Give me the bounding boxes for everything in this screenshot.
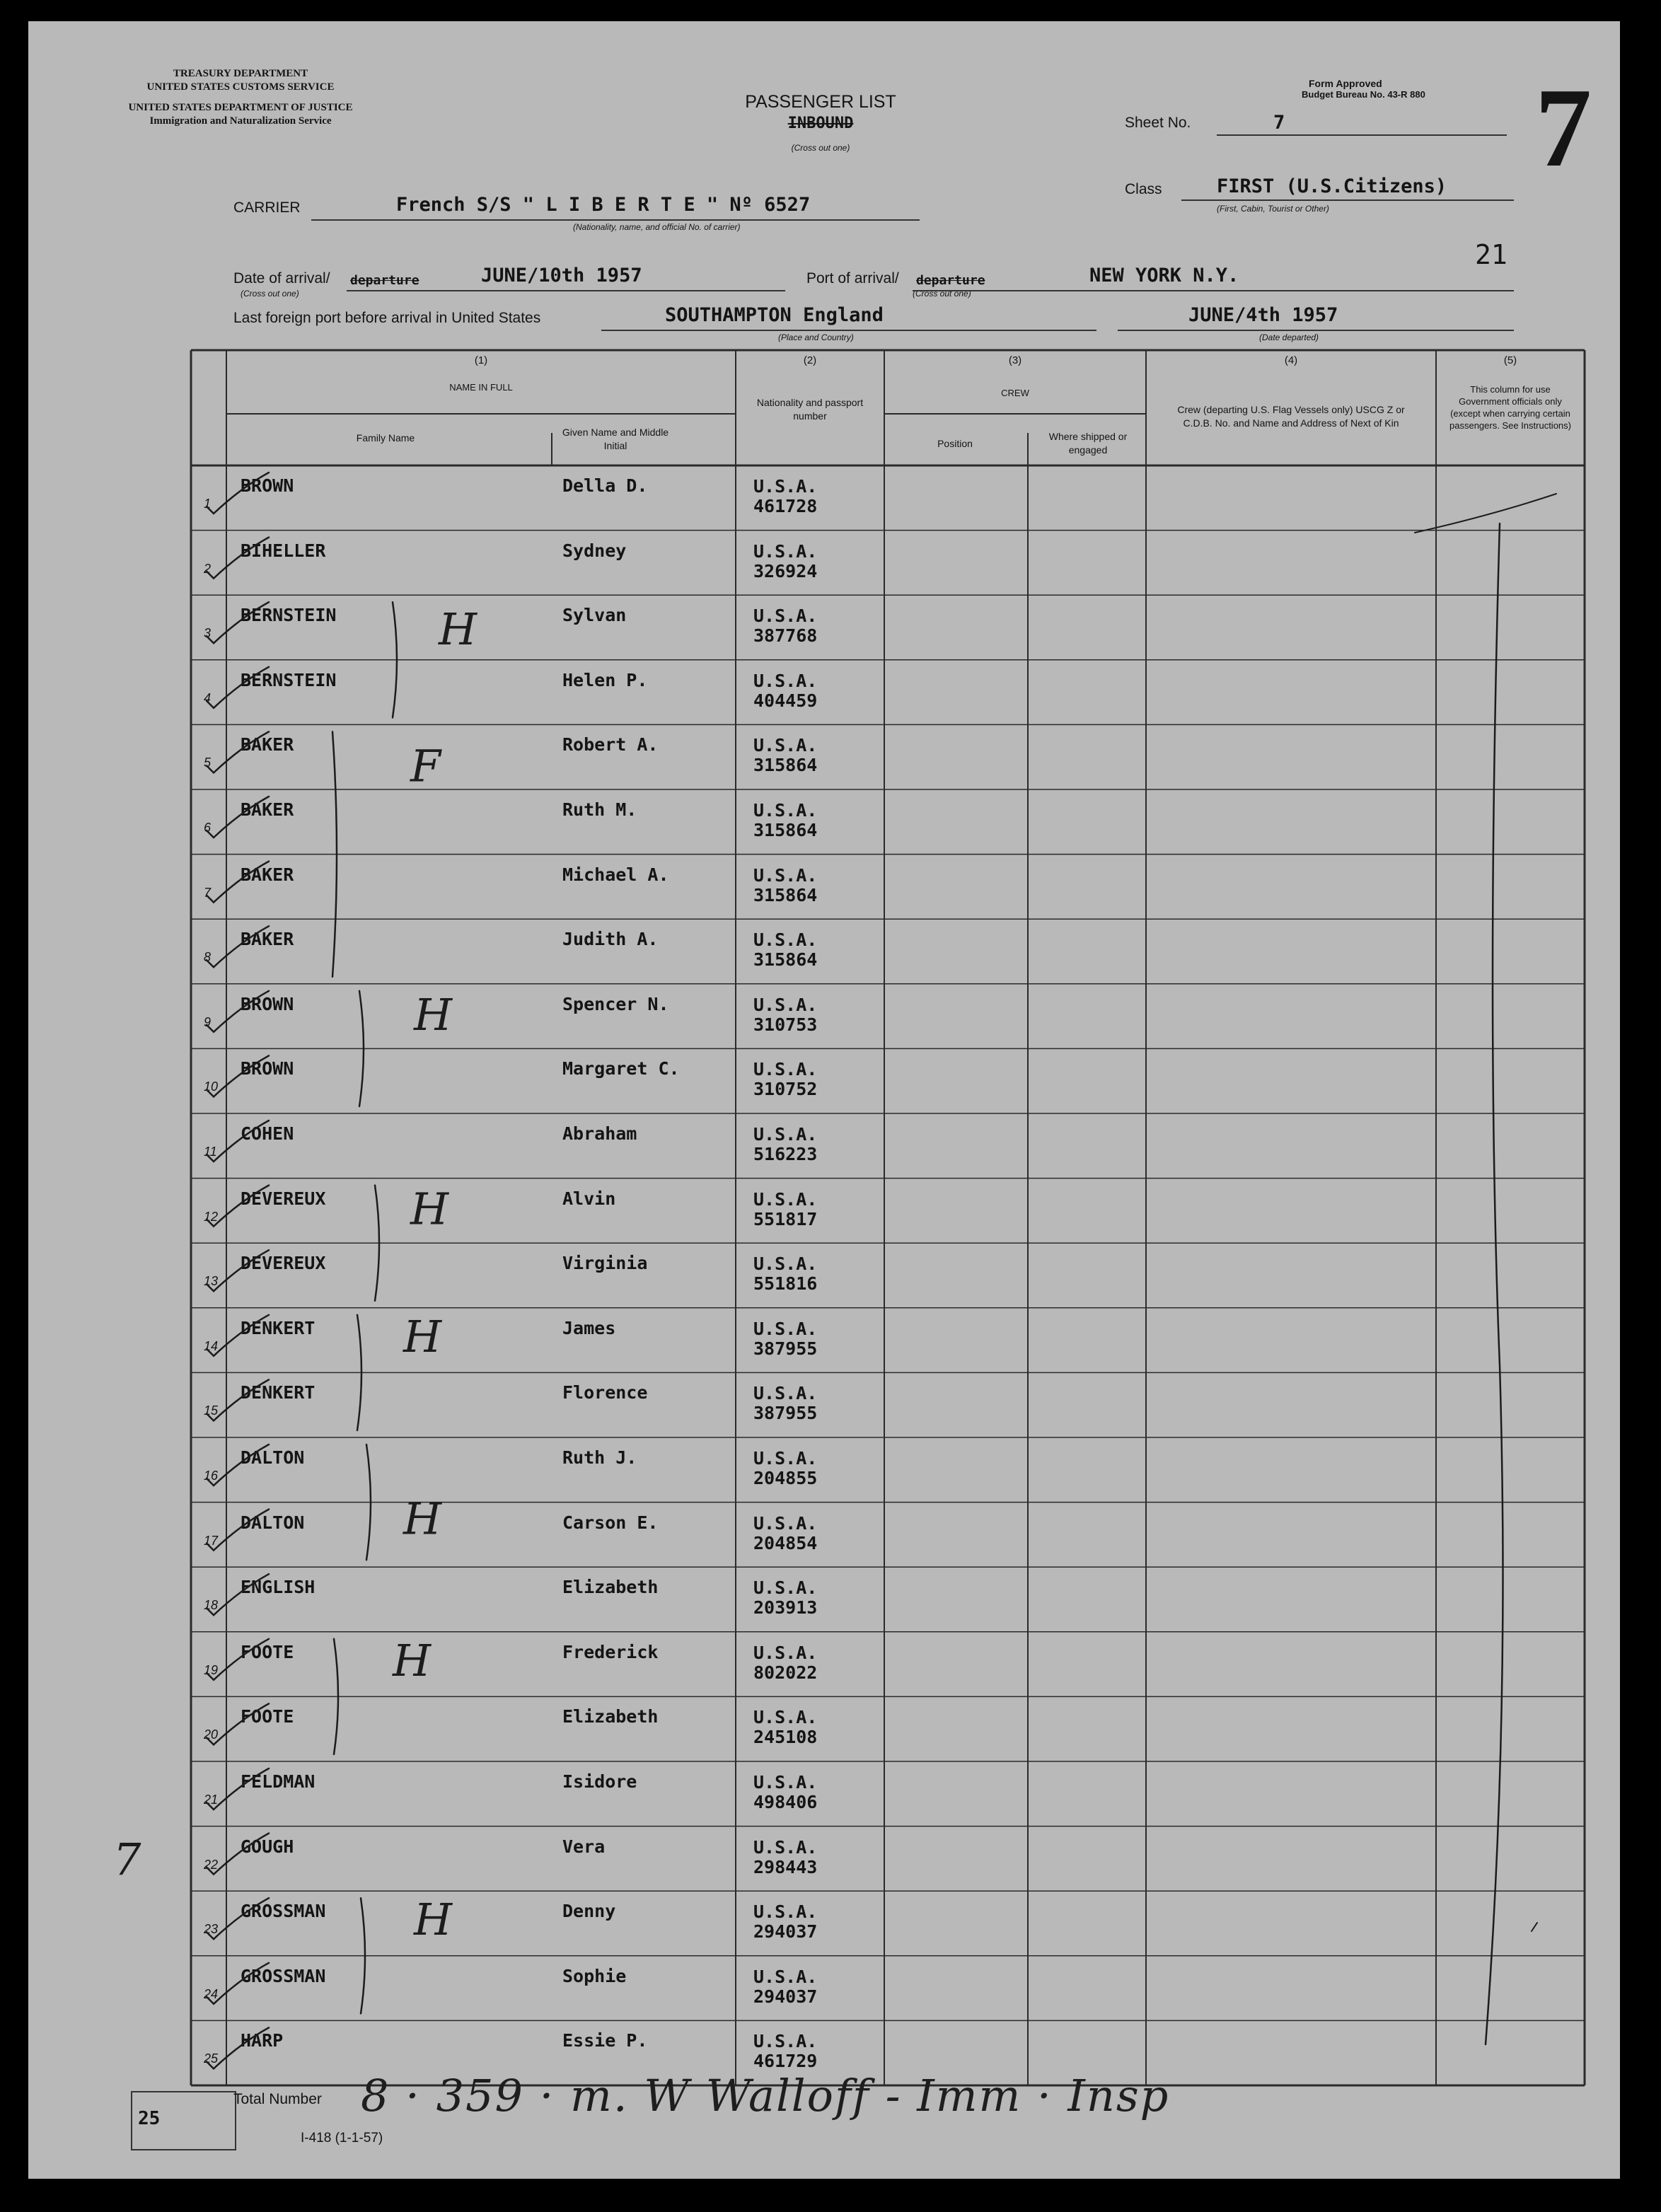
carrier-value: French S/S " L I B E R T E " Nº 6527	[396, 194, 811, 216]
given-name-cell: Carson E.	[562, 1512, 659, 1533]
date-departed-note: (Date departed)	[1259, 332, 1319, 342]
family-group-mark: H	[403, 1493, 442, 1545]
family-group-mark: H	[393, 1634, 432, 1686]
given-name-cell: Alvin	[562, 1188, 616, 1209]
nationality-value: U.S.A.	[753, 1448, 818, 1469]
family-group-mark: H	[439, 603, 478, 656]
given-name-cell: Judith A.	[562, 929, 659, 950]
family-bracket	[357, 1315, 361, 1430]
given-name-cell: Frederick	[562, 1641, 659, 1662]
check-mark	[207, 473, 269, 514]
given-name-cell: Sophie	[562, 1965, 627, 1986]
col2-number: (2)	[803, 354, 817, 366]
sheet-big-number: 7	[1535, 64, 1592, 190]
row-number: 5	[204, 755, 212, 770]
family-group-mark: F	[410, 740, 441, 792]
col1-title: NAME IN FULL	[449, 382, 513, 393]
passport-number: 294037	[753, 1921, 818, 1942]
family-name-cell: FOOTE	[241, 1641, 294, 1662]
port-label: Port of arrival/	[806, 270, 899, 286]
family-name-cell: ENGLISH	[241, 1577, 316, 1598]
passport-number: 298443	[753, 1856, 818, 1877]
family-name-cell: BERNSTEIN	[241, 605, 337, 626]
family-name-cell: BROWN	[241, 475, 294, 496]
row-number: 18	[204, 1598, 219, 1613]
check-mark	[207, 1639, 269, 1680]
family-name-cell: DALTON	[241, 1512, 305, 1533]
passport-number: 310752	[753, 1079, 818, 1100]
given-name-cell: Virginia	[562, 1253, 648, 1274]
check-mark	[207, 1963, 269, 2004]
col2-title: Nationality and passport number	[756, 397, 864, 422]
family-bracket	[359, 991, 364, 1106]
column5-line	[1486, 523, 1503, 2044]
nationality-value: U.S.A.	[753, 1901, 818, 1923]
passport-number: 461728	[753, 496, 818, 516]
col1-number: (1)	[474, 354, 488, 366]
check-mark	[207, 862, 269, 903]
nationality-value: U.S.A.	[753, 1383, 818, 1404]
check-mark	[207, 667, 269, 708]
last-port-value: SOUTHAMPTON England	[665, 304, 884, 326]
family-bracket	[332, 731, 337, 976]
agency-line-justice: UNITED STATES DEPARTMENT OF JUSTICE	[128, 102, 353, 113]
given-name-cell: Essie P.	[562, 2030, 648, 2051]
form-approved: Form Approved	[1309, 78, 1382, 89]
row-number: 25	[204, 2051, 219, 2066]
check-mark	[207, 602, 269, 643]
nationality-value: U.S.A.	[753, 994, 818, 1015]
family-bracket	[366, 1444, 371, 1560]
arrival-value: JUNE/10th 1957	[481, 265, 642, 286]
row-number: 11	[204, 1145, 217, 1159]
check-mark	[207, 1444, 269, 1486]
family-bracket	[393, 602, 397, 717]
row-number: 23	[204, 1922, 219, 1937]
family-name-cell: BAKER	[241, 734, 294, 755]
row-number: 12	[204, 1209, 219, 1224]
check-mark	[207, 1315, 269, 1356]
total-number-label: Total Number	[233, 2091, 322, 2107]
family-name-cell: BAKER	[241, 864, 294, 885]
nationality-value: U.S.A.	[753, 540, 818, 562]
row-number: 20	[204, 1727, 219, 1742]
given-name-cell: Florence	[562, 1382, 648, 1403]
handwritten-marks	[28, 21, 1620, 2179]
arrival-label: Date of arrival/	[233, 270, 330, 286]
agency-line-ins: Immigration and Naturalization Service	[149, 115, 332, 127]
col5-number: (5)	[1503, 354, 1517, 366]
nationality-value: U.S.A.	[753, 606, 818, 627]
sheet-label: Sheet No.	[1125, 115, 1191, 131]
column5-tick	[1415, 494, 1556, 533]
given-name-cell: Elizabeth	[562, 1577, 659, 1598]
row-number: 13	[204, 1274, 219, 1289]
family-bracket	[334, 1639, 338, 1754]
budget-number: Budget Bureau No. 43-R 880	[1302, 89, 1425, 100]
last-port-label: Last foreign port before arrival in United States	[233, 310, 541, 326]
family-bracket	[375, 1186, 379, 1301]
family-name-cell: DEVEREUX	[241, 1253, 326, 1274]
passport-number: 387768	[753, 625, 818, 647]
row-number: 14	[204, 1338, 219, 1353]
row-number: 9	[204, 1014, 212, 1029]
given-name-cell: Della D.	[562, 475, 648, 496]
nationality-value: U.S.A.	[753, 476, 818, 497]
family-group-mark: H	[403, 1310, 442, 1362]
row-number: 24	[204, 1986, 219, 2001]
col5-title: This column for use Government officials only (except when carrying certain passengers. See Instructions)	[1449, 384, 1571, 431]
given-name-cell: Ruth M.	[562, 799, 637, 820]
given-name-cell: Margaret C.	[562, 1058, 680, 1079]
passport-number: 315864	[753, 949, 818, 971]
given-name-cell: Isidore	[562, 1771, 637, 1792]
class-value: FIRST (U.S.Citizens)	[1217, 175, 1447, 197]
count-21: 21	[1475, 239, 1507, 270]
given-name-header: Given Name and Middle Initial	[562, 427, 669, 451]
given-name-cell: James	[562, 1317, 616, 1338]
passport-number: 310753	[753, 1014, 818, 1035]
carrier-label: CARRIER	[233, 199, 301, 216]
passport-number: 315864	[753, 755, 818, 776]
family-name-cell: HARP	[241, 2030, 284, 2051]
passport-number: 404459	[753, 690, 818, 711]
nationality-value: U.S.A.	[753, 1124, 818, 1145]
row-number: 2	[204, 561, 212, 576]
arrival-crossed: departure	[350, 273, 419, 288]
nationality-value: U.S.A.	[753, 1966, 818, 1987]
family-group-mark: H	[414, 988, 453, 1041]
column5-dash	[1532, 1923, 1537, 1931]
given-name-cell: Abraham	[562, 1123, 637, 1144]
family-name-cell: DENKERT	[241, 1317, 316, 1338]
row-number: 3	[204, 626, 212, 641]
check-mark	[207, 1574, 269, 1615]
given-name-cell: Elizabeth	[562, 1706, 659, 1727]
check-mark	[207, 1186, 269, 1227]
total-box-value: 25	[138, 2108, 161, 2129]
passport-number: 245108	[753, 1727, 818, 1748]
class-note: (First, Cabin, Tourist or Other)	[1217, 204, 1329, 214]
check-mark	[207, 1510, 269, 1551]
passport-number: 551816	[753, 1273, 818, 1295]
family-name-cell: GROSSMAN	[241, 1965, 326, 1986]
passport-number: 203913	[753, 1597, 818, 1619]
date-departed-value: JUNE/4th 1957	[1188, 304, 1338, 326]
row-number: 8	[204, 950, 212, 965]
family-group-mark: H	[410, 1183, 449, 1235]
passport-number: 315864	[753, 820, 818, 840]
sheet-value: 7	[1273, 112, 1285, 134]
passport-number: 315864	[753, 884, 818, 905]
arrival-cross-note: (Cross out one)	[241, 289, 299, 299]
nationality-value: U.S.A.	[753, 1772, 818, 1793]
nationality-value: U.S.A.	[753, 800, 818, 821]
passport-number: 516223	[753, 1144, 818, 1164]
family-name-cell: BROWN	[241, 993, 294, 1014]
nationality-value: U.S.A.	[753, 864, 818, 886]
passport-number: 326924	[753, 560, 818, 581]
family-name-cell: DEVEREUX	[241, 1188, 326, 1209]
nationality-value: U.S.A.	[753, 1512, 818, 1534]
passenger-list-page	[28, 21, 1620, 2179]
passport-number: 387955	[753, 1403, 818, 1424]
row-number: 6	[204, 821, 212, 835]
inspector-signature: 8 · 359 · m. W Walloff - Imm · Insp	[361, 2070, 1170, 2121]
family-name-cell: FELDMAN	[241, 1771, 316, 1792]
family-name-header: Family Name	[356, 432, 415, 444]
nationality-value: U.S.A.	[753, 670, 818, 691]
passport-number: 294037	[753, 1986, 818, 2007]
row-number: 15	[204, 1403, 219, 1418]
family-name-cell: BAKER	[241, 799, 294, 820]
nationality-value: U.S.A.	[753, 1577, 818, 1599]
given-name-cell: Helen P.	[562, 669, 648, 690]
passport-number: 461729	[753, 2051, 818, 2072]
given-name-cell: Vera	[562, 1836, 606, 1857]
check-mark	[207, 731, 269, 772]
check-mark	[207, 1898, 269, 1939]
nationality-value: U.S.A.	[753, 930, 818, 951]
port-value: NEW YORK N.Y.	[1089, 265, 1239, 286]
family-name-cell: COHEN	[241, 1123, 294, 1144]
row-number: 1	[204, 497, 212, 511]
nationality-value: U.S.A.	[753, 1253, 818, 1275]
nationality-value: U.S.A.	[753, 1642, 818, 1663]
family-name-cell: GROSSMAN	[241, 1901, 326, 1922]
check-mark	[207, 1703, 269, 1744]
form-title: PASSENGER LIST	[745, 92, 896, 112]
check-mark	[207, 1250, 269, 1291]
family-name-cell: BERNSTEIN	[241, 669, 337, 690]
nationality-value: U.S.A.	[753, 1188, 818, 1210]
check-mark	[207, 1379, 269, 1420]
col3-number: (3)	[1008, 354, 1022, 366]
check-mark	[207, 538, 269, 579]
nationality-value: U.S.A.	[753, 2031, 818, 2052]
class-label: Class	[1125, 181, 1162, 197]
row-number: 19	[204, 1662, 219, 1677]
check-mark	[207, 1055, 269, 1096]
form-id: I-418 (1-1-57)	[301, 2131, 383, 2146]
check-mark	[207, 797, 269, 838]
row-number: 4	[204, 690, 212, 705]
given-name-cell: Robert A.	[562, 734, 659, 755]
position-header: Position	[937, 438, 973, 449]
port-crossed: departure	[916, 273, 985, 288]
family-name-cell: BIHELLER	[241, 540, 326, 561]
given-name-cell: Denny	[562, 1901, 616, 1922]
family-bracket	[361, 1898, 365, 2013]
where-shipped-header: Where shipped or engaged	[1048, 431, 1128, 456]
col3-title: CREW	[1001, 388, 1029, 398]
passport-number: 204855	[753, 1468, 818, 1488]
place-note: (Place and Country)	[778, 332, 854, 342]
row-number: 21	[204, 1793, 219, 1807]
col4-title: Crew (departing U.S. Flag Vessels only) USCG Z or C.D.B. No. and Name and Address of Next of Kin	[1177, 404, 1405, 429]
col4-number: (4)	[1284, 354, 1298, 366]
given-name-cell: Ruth J.	[562, 1447, 637, 1468]
row-number: 22	[204, 1857, 219, 1872]
port-cross-note: (Cross out one)	[913, 289, 971, 299]
margin-mark: 7	[113, 1834, 141, 1885]
passport-number: 498406	[753, 1792, 818, 1812]
check-mark	[207, 1768, 269, 1809]
given-name-cell: Sydney	[562, 540, 627, 561]
nationality-value: U.S.A.	[753, 1836, 818, 1858]
check-mark	[207, 1121, 269, 1162]
family-name-cell: DALTON	[241, 1447, 305, 1468]
row-number: 10	[204, 1079, 219, 1094]
given-name-cell: Michael A.	[562, 864, 669, 885]
row-number: 16	[204, 1469, 219, 1483]
row-number: 17	[204, 1533, 219, 1548]
family-group-mark: H	[414, 1894, 453, 1946]
given-name-cell: Spencer N.	[562, 993, 669, 1014]
family-name-cell: FOOTE	[241, 1706, 294, 1727]
check-mark	[207, 926, 269, 967]
passport-number: 387955	[753, 1338, 818, 1359]
agency-line-customs: UNITED STATES CUSTOMS SERVICE	[146, 81, 335, 93]
carrier-note: (Nationality, name, and official No. of carrier)	[573, 222, 741, 232]
given-name-cell: Sylvan	[562, 605, 627, 626]
check-mark	[207, 991, 269, 1032]
passport-number: 204854	[753, 1532, 818, 1553]
check-mark	[207, 1834, 269, 1875]
cross-out-note: (Cross out one)	[791, 143, 850, 153]
check-mark	[207, 2027, 269, 2068]
row-number: 7	[204, 885, 212, 900]
family-name-cell: GOUGH	[241, 1836, 294, 1857]
nationality-value: U.S.A.	[753, 1318, 818, 1339]
crossed-word: INBOUND	[787, 115, 854, 132]
family-name-cell: BROWN	[241, 1058, 294, 1079]
agency-line-treasury: TREASURY DEPARTMENT	[173, 68, 308, 79]
family-name-cell: DENKERT	[241, 1382, 316, 1403]
family-name-cell: BAKER	[241, 929, 294, 950]
nationality-value: U.S.A.	[753, 1707, 818, 1728]
passport-number: 802022	[753, 1662, 818, 1683]
nationality-value: U.S.A.	[753, 1059, 818, 1080]
nationality-value: U.S.A.	[753, 735, 818, 756]
passport-number: 551817	[753, 1208, 818, 1229]
